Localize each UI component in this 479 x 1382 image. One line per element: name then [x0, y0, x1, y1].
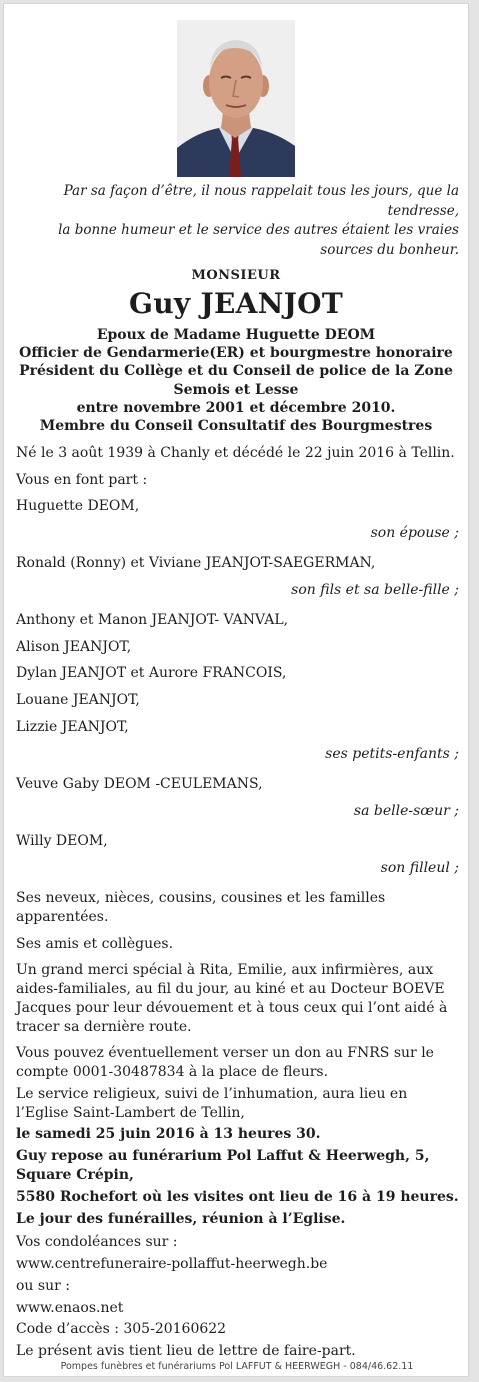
- honorific: MONSIEUR: [191, 268, 281, 283]
- spouse-name: Huguette DEOM,: [16, 498, 140, 514]
- spouse-role: son épouse ;: [370, 525, 459, 541]
- donation-paragraph: Vous pouvez éventuellement verser un don au FNRS sur le compte 0001-30487834 à la place de fleurs.: [16, 1045, 434, 1080]
- funeral-home: Guy repose au funérarium Pol Laffut & Heerwegh, 5, Square Crépin,: [16, 1148, 430, 1183]
- title-line: entre novembre 2001 et décembre 2010.: [76, 399, 396, 416]
- closing-note: Le présent avis tient lieu de lettre de faire-part.: [16, 1343, 356, 1359]
- relatives: Ses neveux, nièces, cousins, cousines et les familles apparentées.: [16, 890, 386, 925]
- service-paragraph: Le service religieux, suivi de l’inhumation, aura lieu en l’Eglise Saint-Lambert de Tellin,: [16, 1086, 408, 1121]
- friends: Ses amis et collègues.: [16, 936, 174, 952]
- sister-in-law-name: Veuve Gaby DEOM -CEULEMANS,: [16, 776, 263, 792]
- son-name: Ronald (Ronny) et Viviane JEANJOT-SAEGERMAN,: [16, 555, 376, 571]
- titles-block: [12, 326, 460, 435]
- grandchildren-role: ses petits-enfants ;: [325, 746, 459, 762]
- footer-credit: Pompes funèbres et funérariums Pol LAFFUT & HEERWEGH - 084/46.62.11: [60, 1361, 414, 1372]
- sister-in-law-role: sa belle-sœur ;: [353, 803, 459, 819]
- meeting-note: Le jour des funérailles, réunion à l’Eglise.: [16, 1211, 346, 1227]
- epigraph-line: Par sa façon d’être, il nous rappelait tous les jours, que la tendresse,: [63, 183, 459, 219]
- title-line: Epoux de Madame Huguette DEOM: [96, 327, 376, 343]
- access-code: Code d’accès : 305-20160622: [16, 1321, 227, 1337]
- grandchild: Anthony et Manon JEANJOT- VANVAL,: [16, 612, 289, 628]
- title-line: Officier de Gendarmerie(ER) et bourgmestre honoraire: [19, 345, 453, 362]
- obituary-card: [3, 3, 469, 1377]
- portrait-photo: [177, 20, 295, 177]
- thanks-paragraph: Un grand merci spécial à Rita, Emilie, aux infirmières, aux aides-familiales, au fil du jour, au kiné et au Docteur BOEVE Jacques pour leur dévouement et à tous ceux qui l’ont aidé à tracer sa dernière route.: [16, 962, 448, 1035]
- godson-role: son filleul ;: [380, 860, 459, 876]
- deceased-name: Guy JEANJOT: [129, 287, 343, 320]
- grandchild: Louane JEANJOT,: [16, 692, 140, 708]
- condolences-link-2[interactable]: www.enaos.net: [16, 1300, 124, 1316]
- grandchild: Dylan JEANJOT et Aurore FRANCOIS,: [16, 665, 287, 681]
- grandchild: Lizzie JEANJOT,: [16, 719, 129, 735]
- or-label: ou sur :: [16, 1278, 70, 1294]
- epigraph: [44, 182, 459, 260]
- birth-death: Né le 3 août 1939 à Chanly et décédé le 22 juin 2016 à Tellin.: [16, 445, 455, 461]
- grandchild: Alison JEANJOT,: [16, 639, 132, 655]
- service-date: le samedi 25 juin 2016 à 13 heures 30.: [16, 1126, 321, 1142]
- title-line: Président du Collège et du Conseil de police de la Zone Semois et Lesse: [19, 363, 453, 398]
- visit-hours: 5580 Rochefort où les visites ont lieu de 16 à 19 heures.: [16, 1189, 459, 1205]
- epigraph-line: la bonne humeur et le service des autres étaient les vraies sources du bonheur.: [58, 222, 459, 258]
- portrait-image: [177, 20, 295, 177]
- condolences-link-1[interactable]: www.centrefuneraire-pollaffut-heerwegh.be: [16, 1256, 328, 1272]
- godson-name: Willy DEOM,: [16, 833, 108, 849]
- condolences-label: Vos condoléances sur :: [16, 1234, 178, 1250]
- son-role: son fils et sa belle-fille ;: [291, 582, 459, 598]
- title-line: Membre du Conseil Consultatif des Bourgmestres: [39, 418, 433, 435]
- announcement: Vous en font part :: [16, 472, 148, 488]
